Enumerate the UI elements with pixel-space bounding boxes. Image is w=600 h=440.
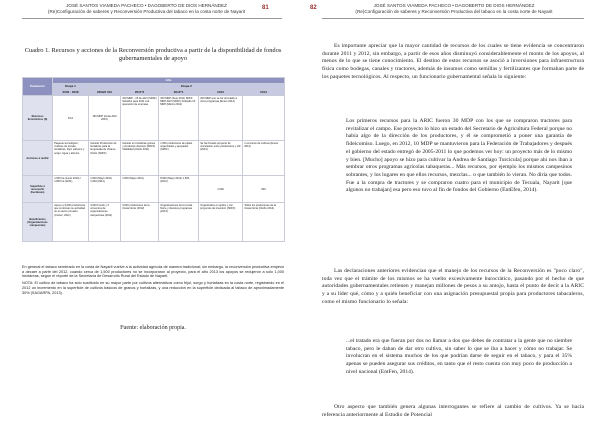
col-header: 2013 xyxy=(199,90,243,96)
table-cell: 1,500 productores de ejidos organizados y apoyados (SDFF) xyxy=(159,141,199,176)
row-label: Acciones a recibir xyxy=(23,141,53,176)
table-cell: Incluido Producción de hortalizas para la temporada de Verano-Otoño (SDFF) xyxy=(89,141,121,176)
table-row xyxy=(23,176,285,203)
body-paragraph: Las declaraciones anteriores evidencian que el manejo de los recursos de la Reconversión es "poco claro", toda vez que el trámite de los mismos se ha vuelto excesivamente burocrático, pasando por el hecho de que autoridades gubernamentales retienen y manejan millones de pesos a su antojo, hasta el punto de decir a la ARIC y a su líder qué, cómo y a quién beneficiar con una asignación presupuestal propia para productores tabacaleros, como el mismo funcionario lo señala: xyxy=(322,268,584,305)
row-label: Recursos Económicos (S) xyxy=(23,96,53,141)
table-cell: 200 MDP que se ha vinculado a otros programas (Enero 2014) xyxy=(199,96,243,141)
table-cell: 1,500 ha (Junio 2010) / 1,800 ha (2011) xyxy=(53,176,89,203)
header-anio: Año xyxy=(53,78,285,84)
table-cell: Organizados en ejidos y con proyectos de inversión (SDFF) xyxy=(199,203,243,242)
table-cell: 1 convenio de cultivos (Enero 2014) xyxy=(243,141,285,176)
col-header: 2012*4 xyxy=(159,90,199,96)
table-row xyxy=(23,141,285,176)
table-cell: Todos los productores de la Costa Norte (Otoño 2014) xyxy=(243,203,285,242)
table-notes xyxy=(22,265,284,297)
table-cell: Paquete tecnológico; Cultivos de tomate, hortalizas, frijol, cártamo y sorgo; Agua y abonos xyxy=(53,141,89,176)
table-cell: Incluido en hortalizas granos y productos diversos (SDFF) Viabilidad (Otoño 2011) xyxy=(121,141,159,176)
table-note: En general el tabaco sembrado en la costa de Nayarit vuelve a la actividad agrícola de manera tradicional; sin embargo, la reconversión productiva empezó a decaer a partir del 2012, cuando cerca de 1,500 productores no se incorporaron al proyecto, para el año 2013 los apoyos se redujeron a sólo 1,000 hectáreas, según el reporte de la Secretaría de Desarrollo Rural del Estado de Nayarit. xyxy=(22,265,284,279)
header-parametro: Parámetro xyxy=(23,78,53,96)
header-authors: JOSÉ SANTOS VIAMEDA PACHECO • DAGOBERTO DE DIOS HERNÁNDEZ xyxy=(66,3,227,8)
table-cell: 8.10 xyxy=(53,96,89,141)
col-header: 2009/2 010 xyxy=(89,90,121,96)
header-etapa1: Etapa 1 xyxy=(53,84,89,90)
table-cell: 1,500 xyxy=(199,176,243,203)
header-title: (Re)Configuración de saberes y Reconversión Productiva del tabaco en la costa norte de Nayarit xyxy=(355,9,553,14)
col-header: 2014 xyxy=(243,90,285,96)
block-quote: ...el tratado era que fueran por dos no llamar a dos que debes de contratar a la gente que no siembre tabaco, pero le daban de dar otro cultivo, sin saber lo que se iba a hacer y cómo no trabajar. Se involucran en el sistema muchos de los que podrían darse de seguir en el tabaco, y para el 35% apenas se pueden asegurar sus créditos, en tanto que el resto cuenta con muy poco de producción a nivel nacional (EntFen, 2014). xyxy=(346,338,572,375)
table-cell: Se ha firmado proyecto de vinculación entre productores y CR (2013) xyxy=(199,141,243,176)
table-source: Fuente: elaboración propia. xyxy=(120,325,186,331)
col-header: 2003 - 2008 xyxy=(53,90,89,96)
block-quote: Los primeros recursos para la ARIC fueron 30 MDP con los que se compraron tractores para revitalizar el campo. Ese proyecto lo hizo un estado del Secretario de Agricultura Federal porque no había algo de la dirección de los productores, y él se comprometió a poner una garantía de fideicomiso. Luego, en 2012, 10 MDP se mantuvieron para la Federación de Trabajadores y después el gobierno del estado entregó de 2005-2011 lo que podemos ver hoy: un proyecto más de lo mismo y bien. [Mucho] apoyo se hizo para cultivar la Andrea de Santiago Turcicula] porque ahí nos iban a sembrar otros programas agrícolas tabaqueras... Más recursos, por ejemplo los mismos campesinos sobrantes, y los lugares en que ellos recursos, mezclas... o que también lo vieran. No diría que todos. Fue a la compra de tractores y se compraron cuatro para el municipio de Tecuala, Nayarit [que algunos no trabajan] esa pero eso tuvo al fin de fondos del Gobierno (EntEfen, 2014). xyxy=(346,118,572,194)
table-note: NOTA: El cultivo de tabaco ha sido sustituido en su mayor parte por cultivos alternativos como frijol, sorgo y hortalizas en la costa norte, registrando en el 2012 un incremento en la superficie de cultivos básicos de granos y hortalizas, y una reducción en la superficie dedicada al tabaco de aproximadamente 30% (SAGARPA, 2013). xyxy=(22,281,284,295)
table-cell: 150 MDP (Cuba Abril 2015) xyxy=(89,96,121,141)
table-cell: 100 MDP - 15 de Abril (SDFF) Subsidio para 2011 a la operación de empresa xyxy=(121,96,159,141)
right-page xyxy=(300,0,600,440)
header-divider xyxy=(322,18,584,19)
table-row xyxy=(23,96,285,141)
resources-table xyxy=(22,77,285,242)
row-label: Beneficiarios (Organizaciones campesinas) xyxy=(23,203,53,242)
header-etapa2: Etapa 2 xyxy=(89,84,285,90)
body-paragraph: Otro aspecto que también genera algunas interrogantes se refiere al cambio de cultivos. Ya se hacía referencia anteriormente al Estudio de Potencial xyxy=(322,404,584,418)
body-paragraph: Es importante apreciar que la mayor cantidad de recursos de los cuales se tiene evidencia se concentraron durante 2011 y 2012, sin embargo, a partir de esos años disminuyó considerablemente el monto de los apoyos, al menos de lo que se tiene conocimiento. El destino de estos recursos se asoció a inversiones para infraestructura física como bodegas, canales y tractores, además de insumos como semillas y fertilizantes que formaban parte de los paquetes tecnológicos. Al respecto, un funcionario gubernamental señala lo siguiente: xyxy=(322,43,584,80)
table-cell: 1,500 (Mayo 2011) xyxy=(121,176,159,203)
table-cell: Organizaciones de la Costa Norte y diversos programas (2013) xyxy=(159,203,199,242)
page-number: 82 xyxy=(310,5,317,11)
header-divider xyxy=(22,18,282,19)
page-number: 81 xyxy=(262,5,269,11)
col-header: 2011*3 xyxy=(121,90,159,96)
table-cell: Apoyo a 3,000 productores que continúan su actividad en el sector primario (Cortez, 2011) xyxy=(53,203,89,242)
running-header xyxy=(334,3,574,15)
row-label: Superficie a reconvertir (hectáreas) xyxy=(23,176,53,203)
table-cell: 3,000 Fondo y 3 convenios de organizaciones campesinas (2011) xyxy=(89,203,121,242)
table-cell: 900 xyxy=(243,176,285,203)
header-title: (Re)Configuración de saberes y Reconversión Productiva del tabaco en la costa norte de Nayarit xyxy=(47,9,246,14)
table-cell: 1,500 (Mayo 2010) 1,000 (2011) xyxy=(89,176,121,203)
running-header xyxy=(34,3,259,15)
table-cell: 8,500 (Mayo 2012) 1,500 (2012) xyxy=(159,176,199,203)
table-row xyxy=(23,203,285,242)
table-cell: 3,000 productores de la Costa Norte (2012) xyxy=(121,203,159,242)
table-caption: Cuadro 1. Recursos y acciones de la Reconversión productiva a partir de la disponibilidad de fondos gubernamentales de apoyo xyxy=(24,47,282,63)
table-cell xyxy=(243,96,285,141)
table-cell: 150 MDP (Sept 2011) SDFF MDP Abril (SDFF) Subsidio 10 MDP (Marzo 2012) xyxy=(159,96,199,141)
header-authors: JOSÉ SANTOS VIAMEDA PACHECO • DAGOBERTO DE DIOS HERNÁNDEZ xyxy=(373,3,535,8)
